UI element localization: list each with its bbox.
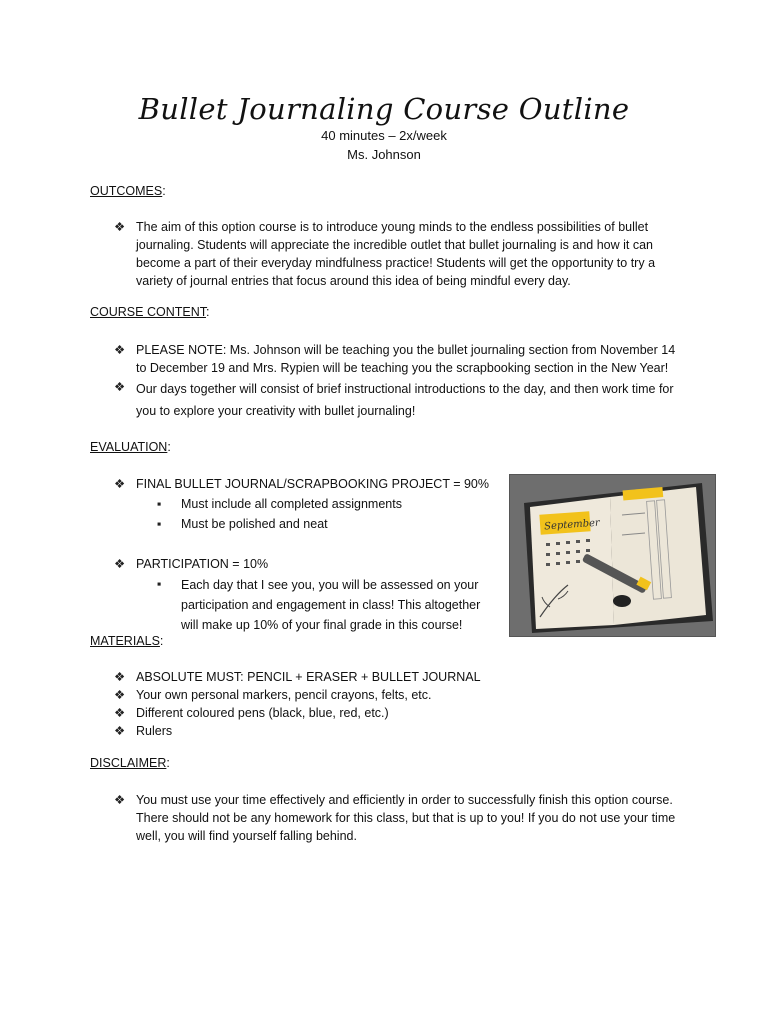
evaluation-project: FINAL BULLET JOURNAL/SCRAPBOOKING PROJECT = 90% bbox=[136, 477, 489, 491]
page-title: Bullet Journaling Course Outline bbox=[138, 92, 630, 126]
bullet-icon: ❖ bbox=[114, 343, 126, 357]
bullet-icon: ❖ bbox=[114, 670, 126, 684]
section-heading-evaluation: EVALUATION: bbox=[90, 440, 171, 454]
bullet-icon: ❖ bbox=[114, 688, 126, 702]
journal-illustration bbox=[510, 475, 715, 636]
section-heading-materials: MATERIALS: bbox=[90, 634, 164, 648]
bullet-icon: ❖ bbox=[114, 220, 126, 234]
section-heading-course-content: COURSE CONTENT: bbox=[90, 305, 210, 319]
bullet-icon: ❖ bbox=[114, 724, 126, 738]
participation-description: Each day that I see you, you will be assessed on your participation and engagement in class! This altogether will make up 10% of your final grade in this course! bbox=[181, 578, 481, 632]
materials-item-2: Your own personal markers, pencil crayons, felts, etc. bbox=[136, 688, 432, 702]
project-requirement-2: Must be polished and neat bbox=[181, 517, 328, 531]
materials-item-4: Rulers bbox=[136, 724, 173, 738]
project-requirement-1: Must include all completed assignments bbox=[181, 497, 402, 511]
outcomes-text: The aim of this option course is to introduce young minds to the endless possibilities of bullet journaling. Students will appreciate the incredible outlet that bullet journaling is and how it can become a part of their everyday mindfulness practice! Students will get the opportunity to try a variety of journal entries that focus around this idea of being mindful every day. bbox=[136, 220, 656, 288]
sub-bullet-icon: ▪ bbox=[157, 577, 162, 591]
sub-bullet-icon: ▪ bbox=[157, 517, 162, 531]
course-schedule: 40 minutes – 2x/week bbox=[321, 128, 447, 143]
bullet-icon: ❖ bbox=[114, 380, 126, 394]
evaluation-participation: PARTICIPATION = 10% bbox=[136, 557, 269, 571]
bullet-icon: ❖ bbox=[114, 477, 126, 491]
bullet-icon: ❖ bbox=[114, 706, 126, 720]
course-content-days: Our days together will consist of brief instructional introductions to the day, and then work time for you to explore your creativity with bullet journaling! bbox=[136, 382, 674, 418]
course-content-note: PLEASE NOTE: Ms. Johnson will be teaching you the bullet journaling section from November 14 to December 19 and Mrs. Rypien will be teaching you the scrapbooking section in the New Year! bbox=[136, 343, 676, 375]
sub-bullet-icon: ▪ bbox=[157, 497, 162, 511]
bullet-journal-photo bbox=[509, 474, 716, 637]
disclaimer-text: You must use your time effectively and efficiently in order to successfully finish this option course. There should not be any homework for this class, but that is up to you! If you do not use your time well, you will find yourself falling behind. bbox=[136, 793, 676, 843]
journal-page-label: September bbox=[543, 517, 601, 533]
bullet-icon: ❖ bbox=[114, 557, 126, 571]
bullet-icon: ❖ bbox=[114, 793, 126, 807]
teacher-name: Ms. Johnson bbox=[347, 147, 421, 162]
materials-item-1: ABSOLUTE MUST: PENCIL + ERASER + BULLET JOURNAL bbox=[136, 670, 481, 684]
section-heading-outcomes: OUTCOMES: bbox=[90, 184, 166, 198]
section-heading-disclaimer: DISCLAIMER: bbox=[90, 756, 170, 770]
materials-item-3: Different coloured pens (black, blue, red, etc.) bbox=[136, 706, 389, 720]
